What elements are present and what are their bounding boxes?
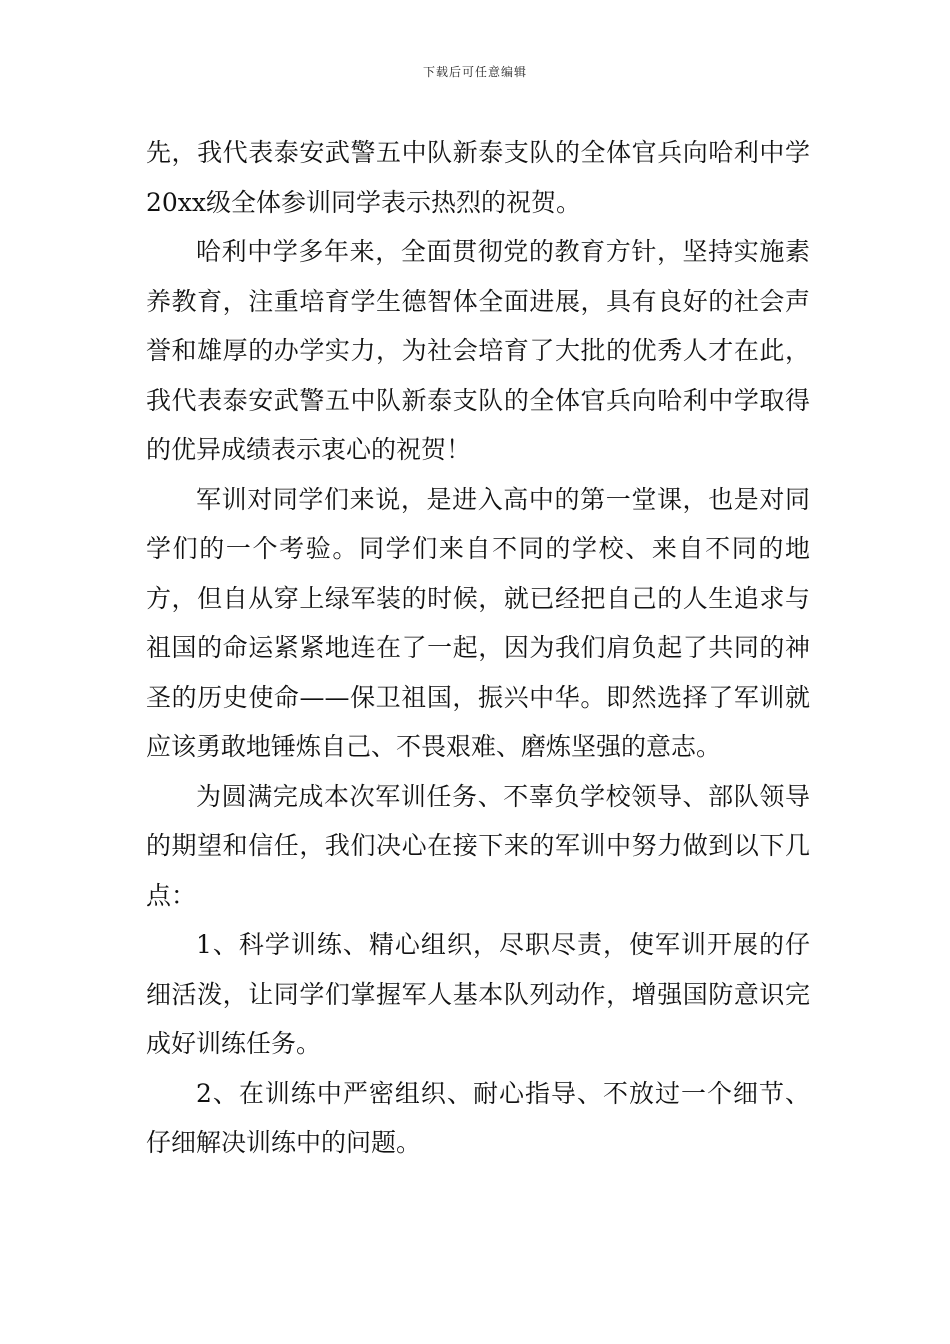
document-body [146,128,810,1168]
page-header: 下载后可任意编辑 [422,65,527,79]
paragraph-school-achievements: 哈利中学多年来，全面贯彻党的教育方针，坚持实施素养教育，注重培育学生德智体全面进展，具有良好的社会声誉和雄厚的办学实力，为社会培育了大批的优秀人才在此，我代表泰安武警五中队新泰支队的全体官兵向哈利中学取得的优异成绩表示衷心的祝贺！ [146,237,810,464]
paragraph-point-2: 2、在训练中严密组织、耐心指导、不放过一个细节、仔细解决训练中的问题。 [146,1078,810,1157]
paragraph-training-meaning: 军训对同学们来说，是进入高中的第一堂课，也是对同学们的一个考验。同学们来自不同的学校、来自不同的地方，但自从穿上绿军装的时候，就已经把自己的人生追求与祖国的命运紧紧地连在了一起，因为我们肩负起了共同的神圣的历史使命——保卫祖国，振兴中华。即然选择了军训就应该勇敢地锤炼自己、不畏艰难、磨炼坚强的意志。 [146,484,810,761]
paragraph-greeting: 先，我代表泰安武警五中队新泰支队的全体官兵向哈利中学20xx级全体参训同学表示热烈的祝贺。 [146,138,810,217]
paragraph-resolution: 为圆满完成本次军训任务、不辜负学校领导、部队领导的期望和信任，我们决心在接下来的军训中努力做到以下几点： [146,781,810,910]
paragraph-point-1: 1、科学训练、精心组织，尽职尽责，使军训开展的仔细活泼，让同学们掌握军人基本队列动作，增强国防意识完成好训练任务。 [146,930,810,1058]
